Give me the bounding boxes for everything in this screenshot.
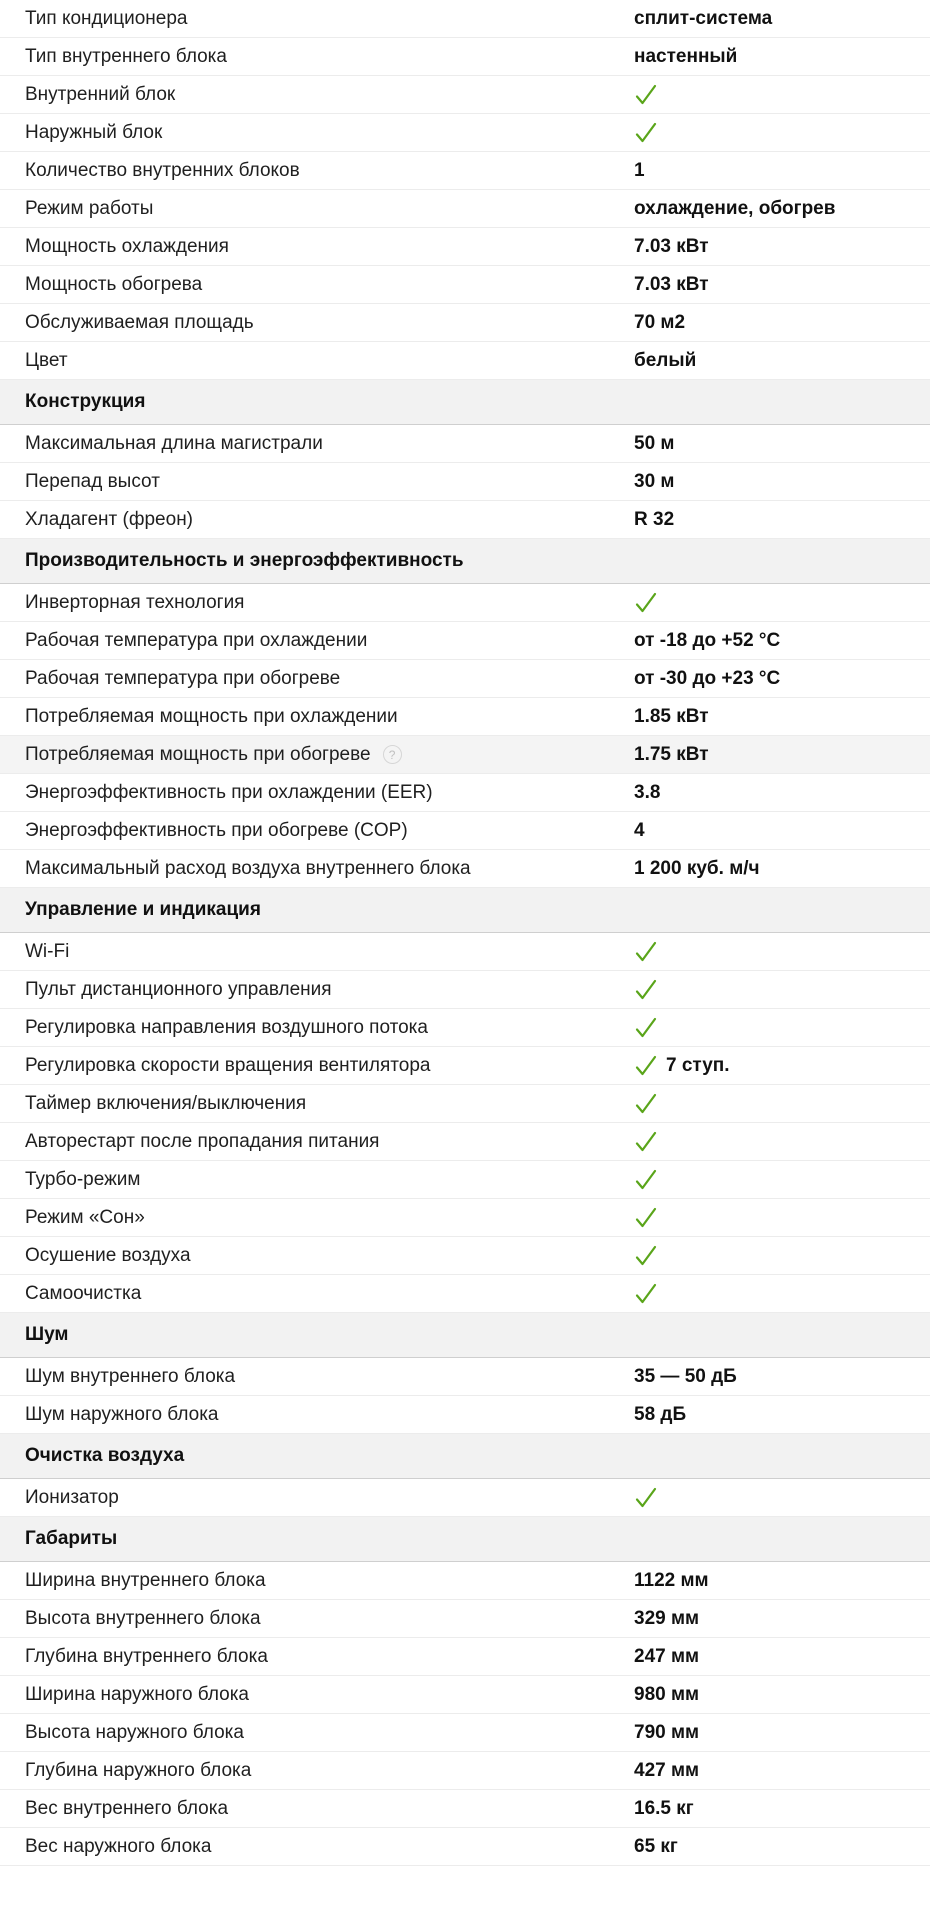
spec-value: [634, 1479, 666, 1516]
spec-label: [25, 266, 202, 303]
spec-value: [634, 1199, 666, 1236]
spec-value: [634, 1085, 666, 1122]
spec-label-text: Количество внутренних блоков: [25, 159, 300, 181]
spec-value-text: 1.85 кВт: [634, 705, 709, 727]
spec-row: [0, 1600, 930, 1638]
spec-label: [25, 501, 193, 538]
spec-value-text: 16.5 кг: [634, 1797, 694, 1819]
spec-row: [0, 1752, 930, 1790]
spec-row: [0, 425, 930, 463]
spec-value: [634, 190, 835, 227]
spec-label-text: Вес наружного блока: [25, 1835, 212, 1857]
spec-value-text: 7.03 кВт: [634, 235, 709, 257]
spec-value-text: настенный: [634, 45, 738, 67]
spec-label: [25, 1047, 430, 1084]
checkmark-icon: [634, 940, 658, 964]
spec-label: [25, 1358, 235, 1395]
checkmark-icon: [634, 1244, 658, 1268]
spec-value: [634, 1275, 666, 1312]
spec-label: [25, 774, 433, 811]
spec-label-text: Таймер включения/выключения: [25, 1092, 307, 1114]
spec-value: [634, 114, 666, 151]
spec-label: [25, 1237, 191, 1274]
spec-label-text: Рабочая температура при обогреве: [25, 667, 341, 689]
spec-value: [634, 1562, 709, 1599]
spec-row: [0, 1047, 930, 1085]
spec-label-text: Режим «Сон»: [25, 1206, 145, 1228]
spec-row: [0, 1714, 930, 1752]
spec-label: [25, 1790, 228, 1827]
spec-value: [634, 38, 737, 75]
spec-value: [634, 584, 666, 621]
spec-value: [634, 774, 660, 811]
spec-label-text: Wi-Fi: [25, 940, 70, 962]
section-header: Производительность и энергоэффективность: [0, 539, 930, 584]
spec-value: [634, 622, 780, 659]
spec-label-text: Потребляемая мощность при охлаждении: [25, 705, 398, 727]
spec-label: [25, 114, 162, 151]
spec-label: [25, 1085, 306, 1122]
spec-value: [634, 1600, 699, 1637]
spec-value-text: 790 мм: [634, 1721, 700, 1743]
spec-label: [25, 1600, 261, 1637]
spec-row: [0, 850, 930, 888]
spec-value-text: R 32: [634, 508, 675, 530]
spec-value-text: 70 м2: [634, 311, 686, 333]
spec-value: [634, 1676, 699, 1713]
checkmark-icon: [634, 1282, 658, 1306]
spec-label-text: Максимальная длина магистрали: [25, 432, 323, 454]
spec-row: [0, 501, 930, 539]
spec-row: [0, 1199, 930, 1237]
spec-label: [25, 0, 188, 37]
spec-value: [634, 425, 674, 462]
spec-row: [0, 152, 930, 190]
spec-label-text: Турбо-режим: [25, 1168, 141, 1190]
section-header: Конструкция: [0, 380, 930, 425]
spec-label-text: Ионизатор: [25, 1486, 119, 1508]
spec-value-text: 247 мм: [634, 1645, 700, 1667]
spec-label: [25, 1396, 219, 1433]
spec-label-text: Осушение воздуха: [25, 1244, 191, 1266]
spec-label: [25, 1714, 244, 1751]
spec-value-text: сплит-система: [634, 7, 773, 29]
spec-label: [25, 1638, 268, 1675]
spec-label: [25, 850, 471, 887]
spec-label-text: Глубина внутреннего блока: [25, 1645, 268, 1667]
spec-row: [0, 1479, 930, 1517]
spec-value-text: 65 кг: [634, 1835, 678, 1857]
spec-value: [634, 342, 696, 379]
spec-label: [25, 1562, 266, 1599]
section-header: Шум: [0, 1313, 930, 1358]
spec-value: [634, 736, 709, 773]
spec-value-text: белый: [634, 349, 697, 371]
spec-label-text: Обслуживаемая площадь: [25, 311, 254, 333]
spec-value: [634, 1752, 699, 1789]
spec-label-text: Энергоэффективность при обогреве (COP): [25, 819, 408, 841]
spec-value-text: 3.8: [634, 781, 661, 803]
spec-value-text: от -18 до +52 °C: [634, 629, 781, 651]
spec-label: [25, 190, 153, 227]
spec-row: [0, 1828, 930, 1866]
checkmark-icon: [634, 1092, 658, 1116]
spec-label: [25, 152, 300, 189]
spec-row: [0, 774, 930, 812]
spec-value: [634, 1237, 666, 1274]
spec-value: [634, 1358, 737, 1395]
spec-row: [0, 1275, 930, 1313]
checkmark-icon: [634, 591, 658, 615]
spec-label-text: Тип внутреннего блока: [25, 45, 227, 67]
spec-row: [0, 228, 930, 266]
spec-label-text: Высота внутреннего блока: [25, 1607, 261, 1629]
spec-label-text: Потребляемая мощность при обогреве: [25, 743, 371, 765]
spec-row: [0, 38, 930, 76]
spec-label-text: Мощность обогрева: [25, 273, 203, 295]
spec-label: [25, 1009, 428, 1046]
spec-label: [25, 1161, 140, 1198]
spec-label: [25, 463, 160, 500]
checkmark-icon: [634, 978, 658, 1002]
spec-row: [0, 463, 930, 501]
spec-label: [25, 1828, 211, 1865]
spec-value: [634, 1047, 730, 1084]
spec-value-text: 427 мм: [634, 1759, 700, 1781]
spec-label-text: Регулировка скорости вращения вентилятора: [25, 1054, 431, 1076]
spec-row: [0, 1161, 930, 1199]
spec-row: [0, 0, 930, 38]
spec-label-text: Шум внутреннего блока: [25, 1365, 236, 1387]
spec-value-text: 4: [634, 819, 645, 841]
spec-row: [0, 584, 930, 622]
spec-value: [634, 76, 666, 113]
spec-value: [634, 304, 685, 341]
spec-row: [0, 1396, 930, 1434]
spec-row: [0, 698, 930, 736]
spec-label: [25, 622, 367, 659]
checkmark-icon: [634, 121, 658, 145]
spec-label: [25, 1752, 251, 1789]
spec-label-text: Самоочистка: [25, 1282, 142, 1304]
spec-label: [25, 698, 398, 735]
spec-value-text: охлаждение, обогрев: [634, 197, 836, 219]
section-header: Управление и индикация: [0, 888, 930, 933]
spec-value-text: 30 м: [634, 470, 675, 492]
checkmark-icon: [634, 1016, 658, 1040]
spec-label: [25, 933, 69, 970]
spec-row: [0, 1790, 930, 1828]
spec-label: [25, 1275, 141, 1312]
spec-label-text: Шум наружного блока: [25, 1403, 219, 1425]
spec-row: [0, 1009, 930, 1047]
spec-value-text: 1 200 куб. м/ч: [634, 857, 760, 879]
spec-value-text: 58 дБ: [634, 1403, 687, 1425]
spec-row: [0, 812, 930, 850]
spec-label-text: Авторестарт после пропадания питания: [25, 1130, 380, 1152]
spec-label-text: Энергоэффективность при охлаждении (EER): [25, 781, 433, 803]
spec-label: [25, 1676, 249, 1713]
spec-value: [634, 1123, 666, 1160]
spec-value: [634, 228, 709, 265]
spec-row: [0, 622, 930, 660]
spec-label: [25, 228, 229, 265]
spec-value: [634, 266, 709, 303]
spec-row: [0, 660, 930, 698]
spec-value: [634, 1828, 678, 1865]
spec-value: [634, 1396, 686, 1433]
spec-row: [0, 190, 930, 228]
spec-value: [634, 660, 780, 697]
spec-label-text: Хладагент (фреон): [25, 508, 194, 530]
spec-value: [634, 850, 760, 887]
spec-label-text: Цвет: [25, 349, 68, 371]
spec-row: [0, 1123, 930, 1161]
spec-value-text: 329 мм: [634, 1607, 700, 1629]
spec-label: [25, 971, 332, 1008]
spec-row: [0, 1237, 930, 1275]
spec-value: [634, 0, 772, 37]
spec-value: [634, 1790, 694, 1827]
spec-label-text: Ширина наружного блока: [25, 1683, 249, 1705]
checkmark-icon: [634, 1206, 658, 1230]
spec-label: [25, 1479, 119, 1516]
spec-label: [25, 425, 323, 462]
spec-row: [0, 76, 930, 114]
spec-value-text: от -30 до +23 °C: [634, 667, 781, 689]
spec-value: [634, 698, 709, 735]
spec-label: [25, 38, 227, 75]
spec-row: [0, 342, 930, 380]
spec-label: [25, 76, 175, 113]
checkmark-icon: [634, 83, 658, 107]
checkmark-icon: [634, 1168, 658, 1192]
spec-value-text: 35 — 50 дБ: [634, 1365, 737, 1387]
help-icon[interactable]: ?: [383, 745, 402, 764]
spec-value: [634, 933, 666, 970]
spec-label-text: Рабочая температура при охлаждении: [25, 629, 368, 651]
spec-label: [25, 584, 244, 621]
spec-label-text: Режим работы: [25, 197, 154, 219]
spec-label-text: Перепад высот: [25, 470, 160, 492]
spec-row: [0, 933, 930, 971]
spec-label-text: Мощность охлаждения: [25, 235, 229, 257]
spec-label-text: Вес внутреннего блока: [25, 1797, 229, 1819]
spec-label-text: Тип кондиционера: [25, 7, 188, 29]
spec-value-text: 1: [634, 159, 645, 181]
spec-label-text: Внутренний блок: [25, 83, 176, 105]
spec-row: [0, 1358, 930, 1396]
checkmark-icon: [634, 1054, 658, 1078]
spec-label-text: Пульт дистанционного управления: [25, 978, 332, 1000]
spec-label-text: Глубина наружного блока: [25, 1759, 252, 1781]
spec-value: [634, 812, 645, 849]
spec-value: [634, 971, 666, 1008]
spec-row: [0, 304, 930, 342]
spec-label: [25, 1123, 379, 1160]
spec-value-text: 1.75 кВт: [634, 743, 709, 765]
spec-label: [25, 812, 408, 849]
spec-label-text: Инверторная технология: [25, 591, 245, 613]
spec-label-text: Высота наружного блока: [25, 1721, 244, 1743]
checkmark-icon: [634, 1130, 658, 1154]
spec-label: [25, 736, 402, 773]
spec-row: [0, 114, 930, 152]
section-header: Габариты: [0, 1517, 930, 1562]
spec-row: [0, 1085, 930, 1123]
spec-label: [25, 1199, 145, 1236]
spec-row: [0, 971, 930, 1009]
spec-label-text: Наружный блок: [25, 121, 163, 143]
spec-value: [634, 152, 645, 189]
spec-row: [0, 736, 930, 774]
spec-value: [634, 1714, 699, 1751]
spec-value: [634, 463, 674, 500]
spec-label: [25, 660, 340, 697]
spec-label-text: Ширина внутреннего блока: [25, 1569, 266, 1591]
spec-value-text: 7 ступ.: [666, 1054, 730, 1076]
spec-value-text: 1122 мм: [634, 1569, 709, 1591]
spec-row: [0, 1676, 930, 1714]
spec-value: [634, 501, 674, 538]
spec-row: [0, 1562, 930, 1600]
spec-value-text: 50 м: [634, 432, 675, 454]
spec-value-text: 980 мм: [634, 1683, 700, 1705]
checkmark-icon: [634, 1486, 658, 1510]
spec-label-text: Максимальный расход воздуха внутреннего блока: [25, 857, 471, 879]
spec-row: [0, 266, 930, 304]
spec-label: [25, 304, 254, 341]
spec-value: [634, 1161, 666, 1198]
spec-value: [634, 1638, 699, 1675]
spec-label-text: Регулировка направления воздушного потока: [25, 1016, 428, 1038]
section-header: Очистка воздуха: [0, 1434, 930, 1479]
spec-label: [25, 342, 68, 379]
spec-row: [0, 1638, 930, 1676]
spec-value-text: 7.03 кВт: [634, 273, 709, 295]
spec-value: [634, 1009, 666, 1046]
